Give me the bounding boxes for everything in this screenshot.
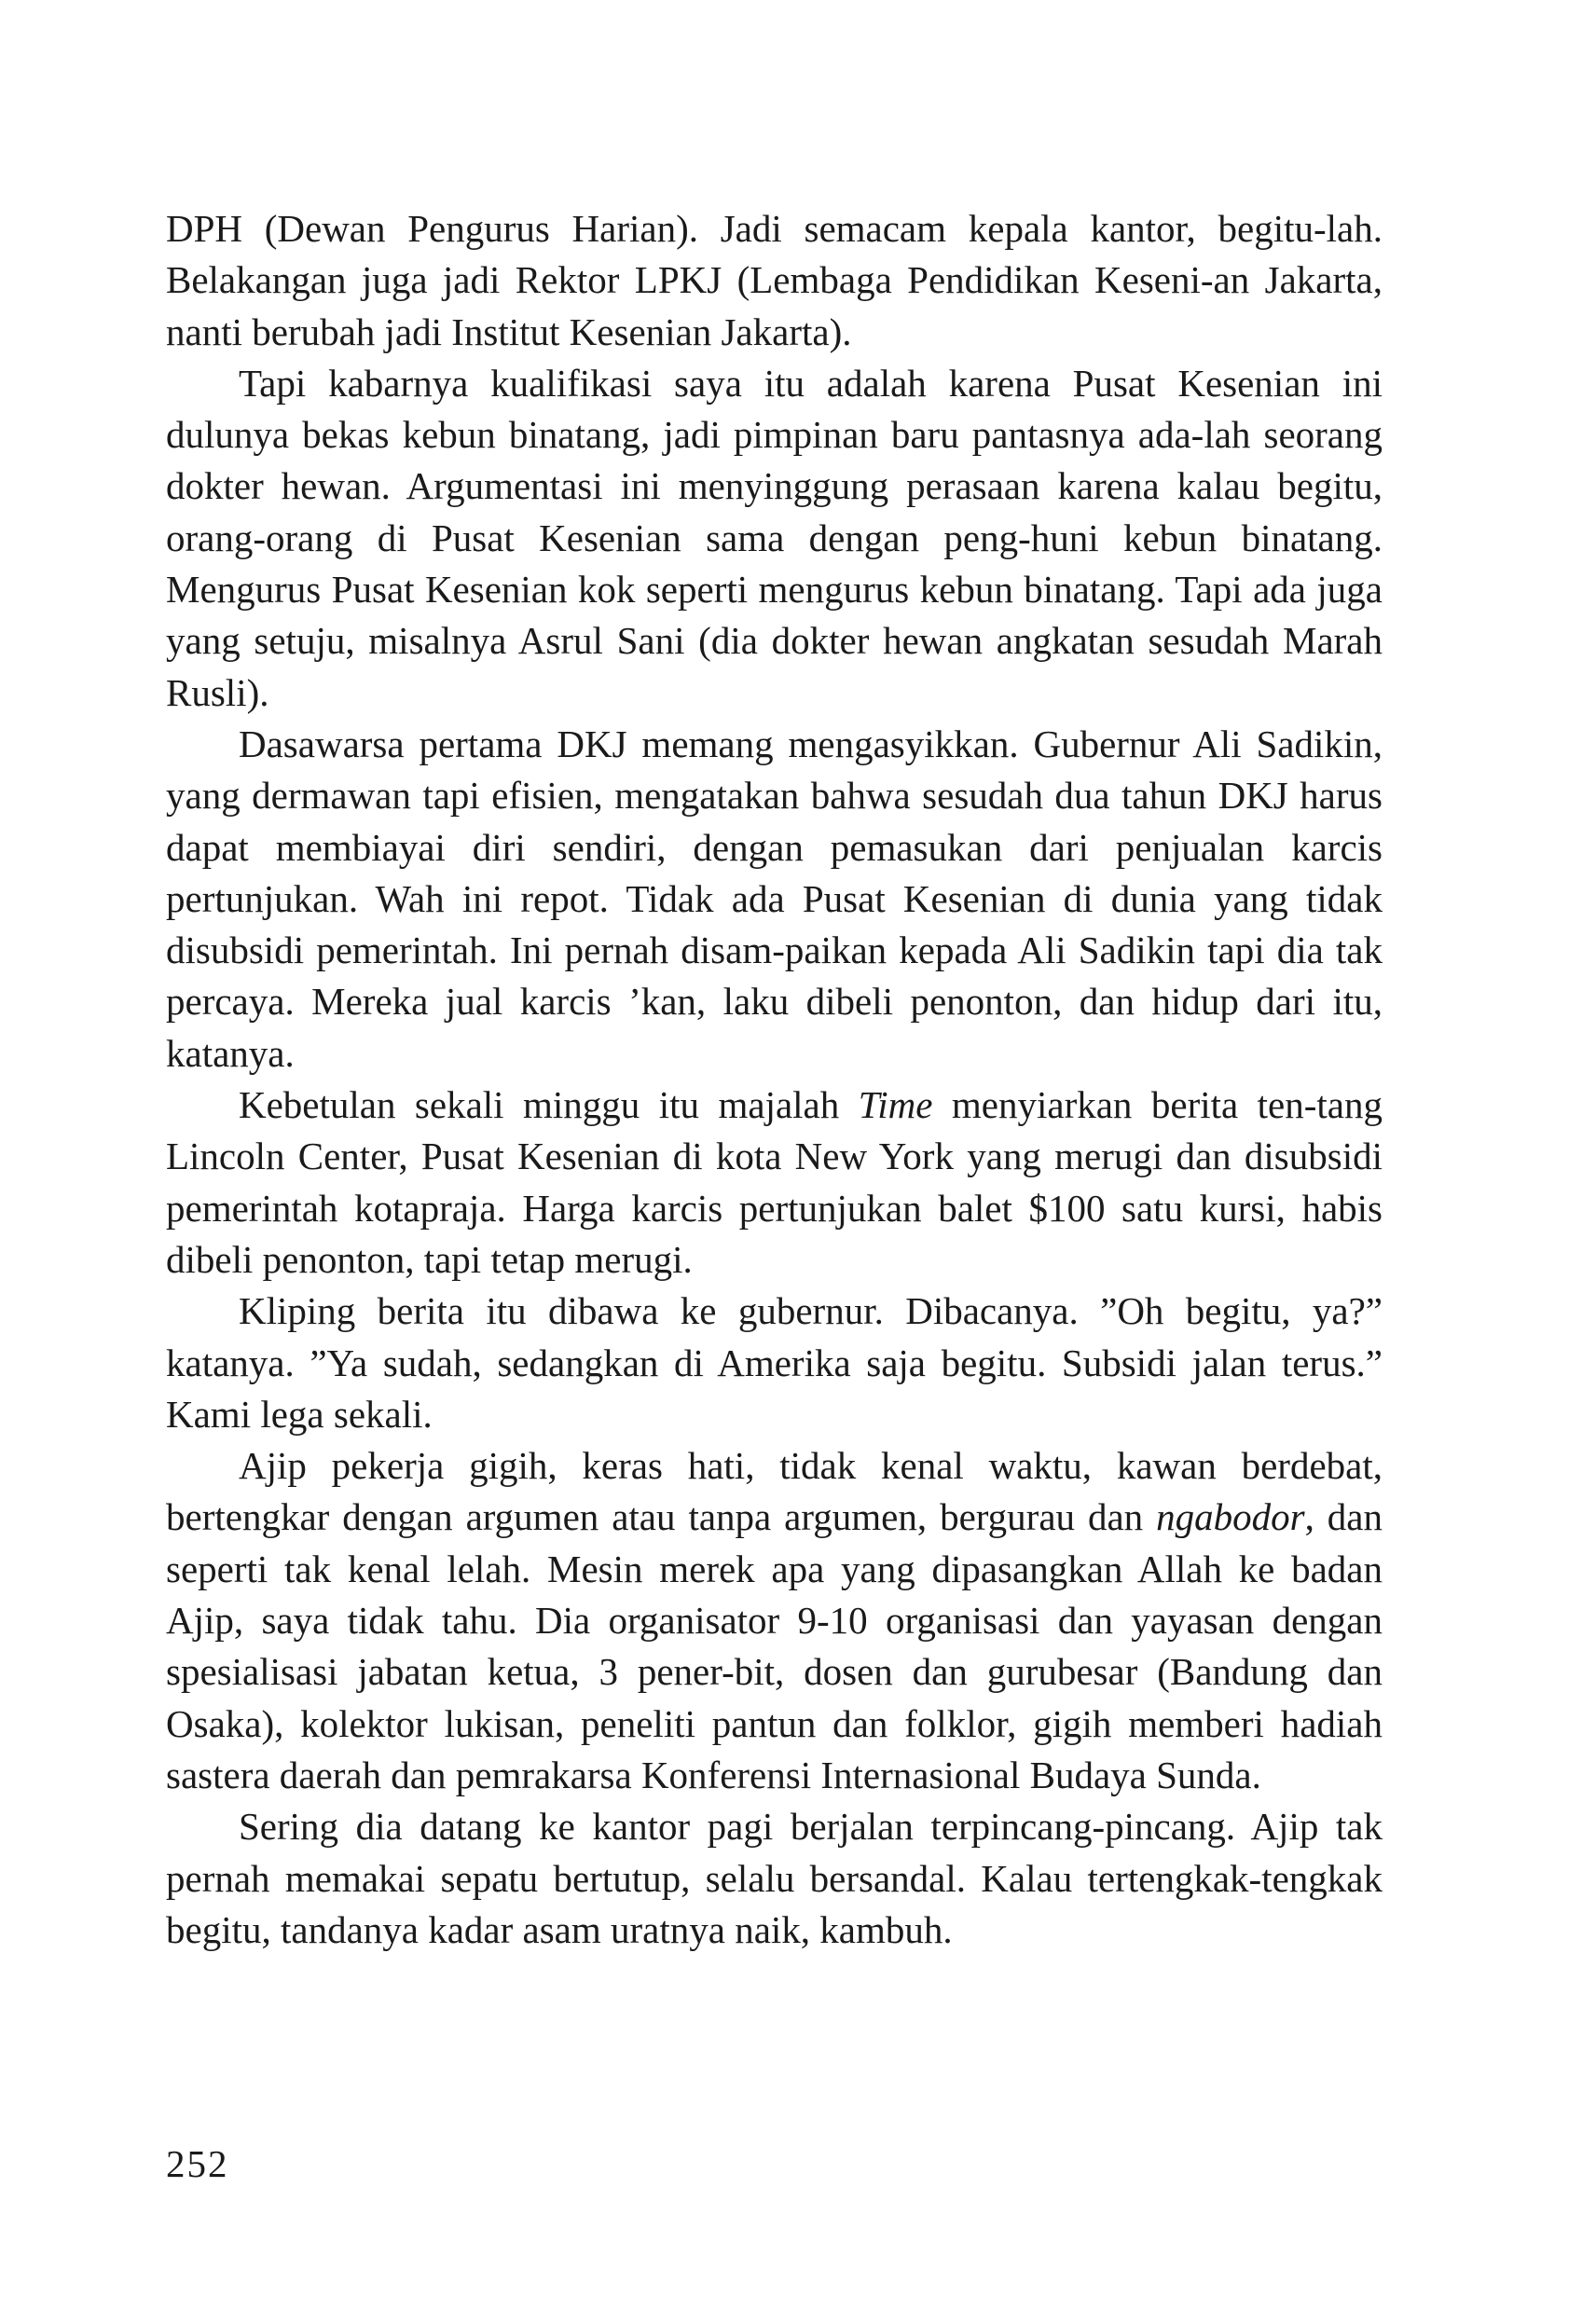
paragraph-6-text-after: , dan seperti tak kenal lelah. Mesin merek apa yang dipasangkan Allah ke badan Ajip, saya tidak tahu. Dia organisator 9-10 organisasi dan yayasan dengan spesialisasi jabatan ketua, 3 pener-bit, dosen dan gurubesar (Bandung dan Osaka), kolektor lukisan, peneliti pantun dan folklor, gigih memberi hadiah sastera daerah dan pemrakarsa Konferensi Internasional Budaya Sunda. (166, 1495, 1383, 1796)
paragraph-1: DPH (Dewan Pengurus Harian). Jadi semacam kepala kantor, begitu-lah. Belakangan juga jadi Rektor LPKJ (Lembaga Pendidikan Keseni-an Jakarta, nanti berubah jadi Institut Kesenian Jakarta). (166, 207, 1383, 353)
sundanese-term-italic: ngabodor (1156, 1495, 1305, 1539)
paragraph-6-text-before: Ajip pekerja gigih, keras hati, tidak kenal waktu, kawan berdebat, bertengkar dengan argumen atau tanpa argumen, bergurau dan (166, 1444, 1383, 1539)
paragraph-3: Dasawarsa pertama DKJ memang mengasyikkan. Gubernur Ali Sadikin, yang dermawan tapi efisien, mengatakan bahwa sesudah dua tahun DKJ harus dapat membiayai diri sendiri, dengan pemasukan dari penjualan karcis pertunjukan. Wah ini repot. Tidak ada Pusat Kesenian di dunia yang tidak disubsidi pemerintah. Ini pernah disam-paikan kepada Ali Sadikin tapi dia tak percaya. Mereka jual karcis ’kan, laku dibeli penonton, dan hidup dari itu, katanya. (166, 722, 1383, 1075)
page-number: 252 (166, 2142, 229, 2185)
magazine-title-italic: Time (858, 1083, 933, 1127)
paragraph-4-text-after: menyiarkan berita ten-tang Lincoln Center, Pusat Kesenian di kota New York yang merugi dan disubsidi pemerintah kotapraja. Harga karcis pertunjukan balet $100 satu kursi, habis dibeli penonton, tapi tetap merugi. (166, 1083, 1383, 1281)
paragraph-5: Kliping berita itu dibawa ke gubernur. Dibacanya. ”Oh begitu, ya?” katanya. ”Ya sudah, sedangkan di Amerika saja begitu. Subsidi jalan terus.” Kami lega sekali. (166, 1289, 1383, 1436)
paragraph-2: Tapi kabarnya kualifikasi saya itu adalah karena Pusat Kesenian ini dulunya bekas kebun binatang, jadi pimpinan baru pantasnya ada-lah seorang dokter hewan. Argumentasi ini menyinggung perasaan karena kalau begitu, orang-orang di Pusat Kesenian sama dengan peng-huni kebun binatang. Mengurus Pusat Kesenian kok seperti mengurus kebun binatang. Tapi ada juga yang setuju, misalnya Asrul Sani (dia dokter hewan angkatan sesudah Marah Rusli). (166, 361, 1383, 714)
paragraph-7: Sering dia datang ke kantor pagi berjalan terpincang-pincang. Ajip tak pernah memakai sepatu bertutup, selalu bersandal. Kalau tertengkak-tengkak begitu, tandanya kadar asam uratnya naik, kambuh. (166, 1805, 1383, 1951)
paragraph-4 (166, 1080, 1383, 1286)
paragraph-6 (166, 1440, 1383, 1801)
paragraph-4-text-before: Kebetulan sekali minggu itu majalah (239, 1083, 859, 1127)
book-page-body (166, 203, 1383, 1956)
